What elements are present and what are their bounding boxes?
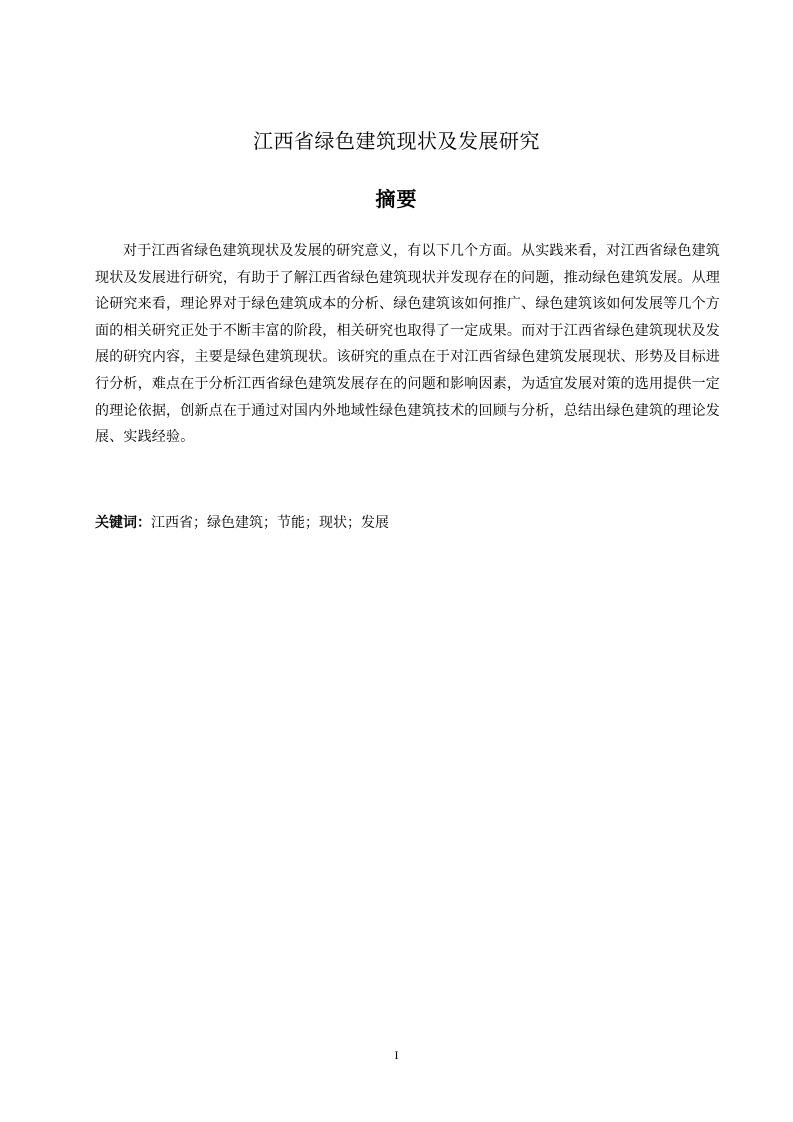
- abstract-paragraph: 对于江西省绿色建筑现状及发展的研究意义，有以下几个方面。从实践来看，对江西省绿色建筑现状及发展进行研究，有助于了解江西省绿色建筑现状并发现存在的问题，推动绿色建筑发展。从理论研究来看，理论界对于绿色建筑成本的分析、绿色建筑该如何推广、绿色建筑该如何发展等几个方面的相关研究正处于不断丰富的阶段，相关研究也取得了一定成果。而对于江西省绿色建筑现状及发展的研究内容，主要是绿色建筑现状。该研究的重点在于对江西省绿色建筑发展现状、形势及目标进行分析，难点在于分析江西省绿色建筑发展存在的问题和影响因素，为适宜发展对策的选用提供一定的理论依据，创新点在于通过对国内外地域性绿色建筑技术的回顾与分析，总结出绿色建筑的理论发展、实践经验。: [95, 243, 720, 446]
- document-title: 江西省绿色建筑现状及发展研究: [253, 129, 540, 153]
- abstract-heading: 摘要: [375, 187, 418, 211]
- keywords-line: [95, 510, 720, 536]
- page-number: I: [394, 1048, 399, 1062]
- keywords-label: 关键词：: [95, 515, 151, 531]
- keywords-list: 江西省；绿色建筑；节能；现状；发展: [151, 515, 389, 531]
